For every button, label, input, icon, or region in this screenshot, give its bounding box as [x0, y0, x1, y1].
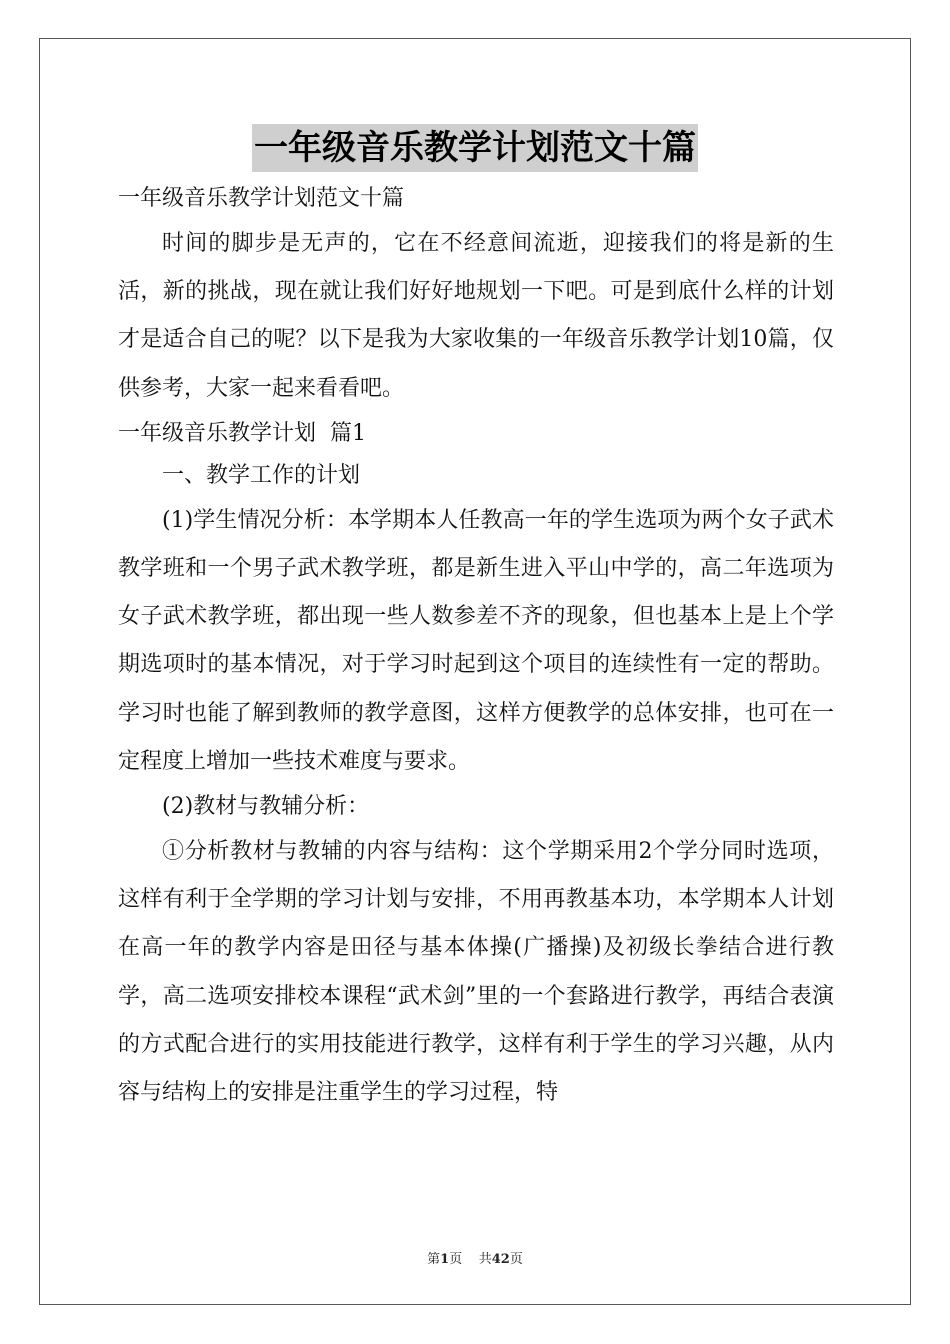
student-analysis-paragraph: (1)学生情况分析：本学期本人任教高一年的学生选项为两个女子武术教学班和一个男子武术教学班，都是新生进入平山中学的，高二年选项为女子武术教学班，都出现一些人数参差不齐的现象，但也基本上是上个学期选项时的基本情况，对于学习时起到这个项目的连续性有一定的帮助。学习时也能了解到教师的教学意图，这样方便教学的总体安排，也可在一定程度上增加一些技术难度与要求。 [118, 507, 834, 774]
section-title: 一年级音乐教学计划 篇1 [118, 420, 366, 446]
footer-prefix: 第 [427, 1252, 441, 1267]
title-container [0, 124, 950, 172]
page-footer [0, 1248, 950, 1267]
footer-suffix: 页 [509, 1252, 523, 1267]
material-analysis-heading: (2)教材与教辅分析： [162, 794, 370, 820]
footer-total-pages: 42 [491, 1252, 510, 1267]
footer-mid: 页 共 [449, 1252, 492, 1267]
document-subtitle: 一年级音乐教学计划范文十篇 [118, 186, 405, 211]
material-structure-paragraph: ①分析教材与教辅的内容与结构：这个学期采用2个学分同时选项，这样有利于全学期的学习计划与安排，不用再教基本功，本学期本人计划在高一年的教学内容是田径与基本体操(广播操)及初级长拳结合进行教学，高二选项安排校本课程“武术剑”里的一个套路进行教学，再结合表演的方式配合进行的实用技能进行教学，这样有利于学生的学习兴趣，从内容与结构上的安排是注重学生的学习过程，特 [118, 839, 834, 1106]
document-body [118, 178, 834, 1117]
footer-page-number: 1 [440, 1252, 450, 1267]
intro-paragraph: 时间的脚步是无声的，它在不经意间流逝，迎接我们的将是新的生活，新的挑战，现在就让我们好好地规划一下吧。可是到底什么样的计划才是适合自己的呢？以下是我为大家收集的一年级音乐教学计划10篇，仅供参考，大家一起来看看吧。 [118, 231, 834, 401]
document-title: 一年级音乐教学计划范文十篇 [252, 124, 698, 172]
part1-heading: 一、教学工作的计划 [162, 462, 361, 488]
